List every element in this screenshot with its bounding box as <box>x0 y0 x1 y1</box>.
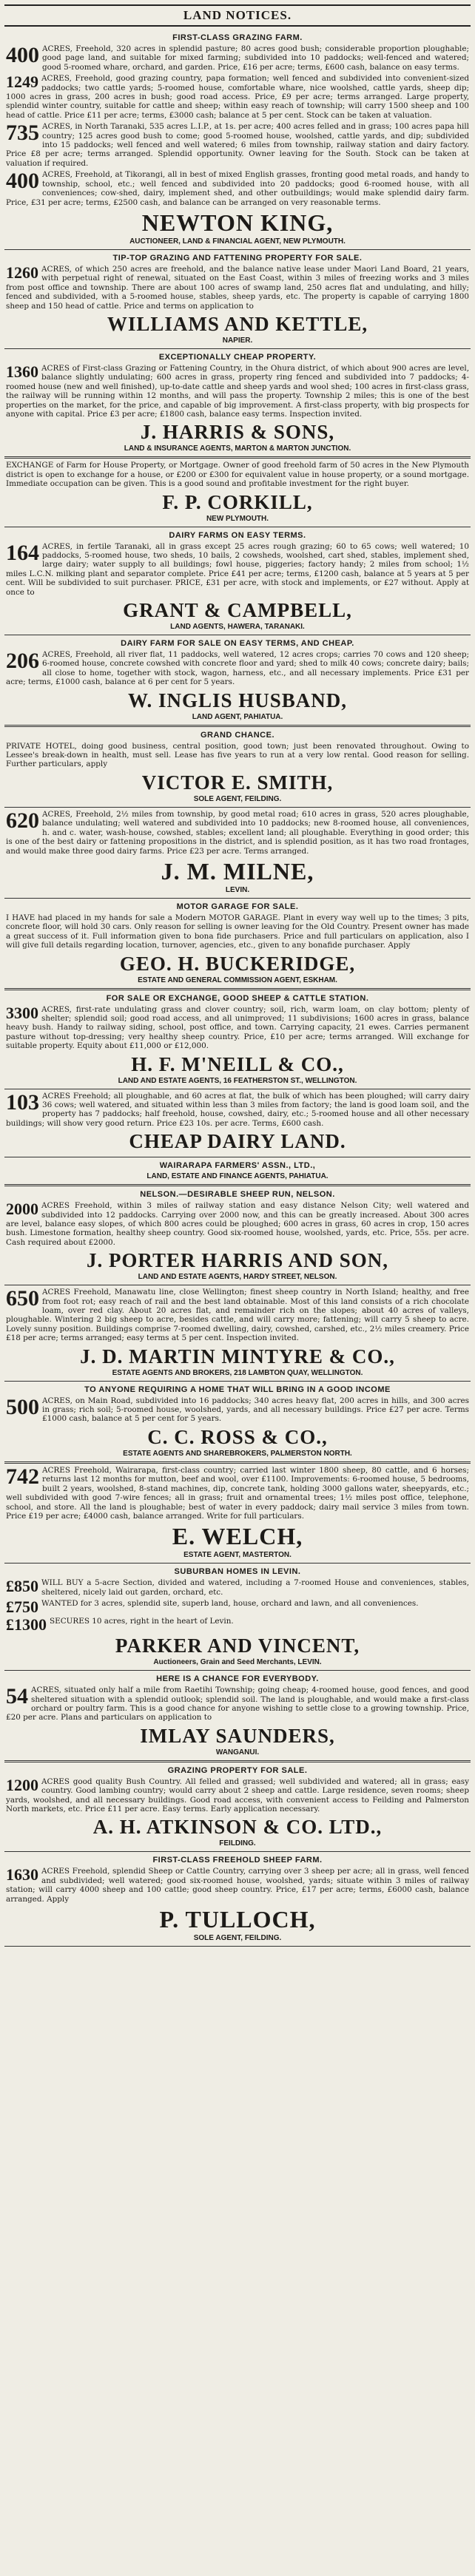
listing-paragraph <box>6 1777 469 1814</box>
listing-text: ACRES good quality Bush Country. All felled and grassed; well subdivided and watered; all in grass; easy country. Good lambing country; would carry about 2 sheep and cattle. Large residence, seven rooms; sheep yards, woolshed, and all necessary buildings. Good road access, with convenient access to Feilding and Palmerston North markets, etc. Price £11 per acre. Easy terms. Early application necessary. <box>6 1777 469 1813</box>
advertisement <box>4 1852 471 1947</box>
listing-text: ACRES Freehold; all ploughable, and 60 acres at flat, the bulk of which has been ploughed; will carry dairy 36 cows; well watered, and situated within less than 3 miles from factory; the land is good loam soil, and the property has 7 paddocks; half freehold, house, cowshed, dairy, etc.; 5-roomed house and all other necessary buildings; will show very good return. Price £23 10s. per acre. Terms, £600 cash. <box>6 1091 469 1128</box>
agent-name: NEWTON KING, <box>141 209 334 236</box>
advertisement <box>4 30 471 250</box>
newspaper-column <box>4 4 471 2572</box>
listing-paragraph <box>6 1686 469 1723</box>
listing-text: ACRES, on Main Road, subdivided into 16 paddocks; 340 acres heavy flat, 200 acres in hills, and 300 acres in grass; rich soil; 5-roomed house, woolshed, yards, and all necessary buildings. Price £27 per acre. Terms £1000 cash, balance at 5 per cent for 5 years. <box>42 1396 469 1424</box>
advertisement-heading: GRAZING PROPERTY FOR SALE. <box>167 1765 308 1775</box>
agent-address: NEW PLYMOUTH. <box>206 514 269 523</box>
advertisement-heading: FOR SALE OR EXCHANGE, GOOD SHEEP & CATTLE STATION. <box>106 993 369 1003</box>
listing-paragraph <box>6 364 469 419</box>
listing-acreage: 1360 <box>6 362 38 381</box>
agent-address: AUCTIONEER, LAND & FINANCIAL AGENT, NEW PLYMOUTH. <box>129 237 346 246</box>
listing-paragraph <box>6 1578 469 1597</box>
agent-address: ESTATE AGENT, MASTERTON. <box>183 1551 292 1560</box>
agent-name: VICTOR E. SMITH, <box>141 771 334 794</box>
listing-paragraph <box>6 742 469 769</box>
agent-address: Auctioneers, Grain and Seed Merchants, LEVIN. <box>153 1658 322 1667</box>
listing-text: ACRES, Freehold, good grazing country, papa formation; well fenced and subdivided into convenient-sized paddocks; two cattle yards; 5-roomed house, comfortable whare, nice woolshed, cattle yards, sheep dip; 1000 acres in grass, 200 acres in bush; good road access. Price, £9 per acre; terms arranged. Large property, splendid winter country, suitable for cattle and sheep; within easy reach of township; will carry 1500 sheep and 100 head of cattle. Price £11 per acre; terms, £3000 cash; balance at 5 per cent. Stock can be taken at valuation. <box>6 74 469 120</box>
listing-text: ACRES, in North Taranaki, 535 acres L.I.P., at 1s. per acre; 400 acres felled and in grass; 100 acres papa hill country; 125 acres good bush to come; good 5-roomed house, woolshed, cattle yards, and dip; subdivided into 15 paddocks; well fenced and well watered; 6 miles from township, railway station and dairy factory. Price £8 per acre; terms arranged. Splendid opportunity. Owner leaving for the South. Stock can be taken at valuation if required. <box>6 122 469 168</box>
advertisement <box>4 1382 471 1464</box>
listing-acreage: 1260 <box>6 263 38 282</box>
listing-paragraph <box>6 265 469 311</box>
listing-text: ACRES, Freehold, 320 acres in splendid pasture; 80 acres good bush; considerable proportion ploughable; good page land, and suitable for mixed farming; subdivided into 10 paddocks; well-fenced and watered; good 5-roomed whare, orchard, and garden. Price, £16 per acre; terms, £600 cash, balance on easy terms. <box>42 44 469 72</box>
listing-acreage: £1300 <box>6 1615 47 1634</box>
listing-acreage: 620 <box>6 808 39 833</box>
listing-paragraph <box>6 913 469 950</box>
listing-text: ACRES, Freehold, all river flat, 11 paddocks, well watered, 12 acres crops; carries 70 cows and 120 sheep; 6-roomed house, concrete cowshed with concrete floor and yard; shed to milk 40 cows; concrete dairy; bails; all close to home, together with stock, wagon, harness, etc., and all necessary implements. Price £31 per acre; terms, £1000 cash, balance at 6 per cent for 5 years. <box>6 650 469 687</box>
agent-address: ESTATE AGENTS AND SHAREBROKERS, PALMERSTON NORTH. <box>123 1449 352 1458</box>
agent-name: J. PORTER HARRIS AND SON, <box>86 1249 389 1272</box>
agent-address: LAND AND ESTATE AGENTS, HARDY STREET, NELSON. <box>138 1273 337 1282</box>
listing-acreage: £750 <box>6 1598 38 1617</box>
agent-address: NAPIER. <box>222 336 253 345</box>
agent-address: LAND & INSURANCE AGENTS, MARTON & MARTON JUNCTION. <box>124 444 351 453</box>
listing-acreage: 400 <box>6 169 39 194</box>
agent-address: LAND AGENT, PAHIATUA. <box>192 712 283 721</box>
listing-paragraph <box>6 1005 469 1051</box>
listing-paragraph <box>6 1201 469 1247</box>
advertisement <box>4 899 471 990</box>
listing-paragraph <box>6 122 469 168</box>
agent-address: SOLE AGENT, FEILDING. <box>193 1934 282 1942</box>
advertisement <box>4 727 471 808</box>
listing-text: EXCHANGE of Farm for House Property, or Mortgage. Owner of good freehold farm of 50 acres in the New Plymouth district is open to exchange for a house, or £200 or £300 for equivalent value in house property, or a sound mortgage. Immediate occupation can be given. This is a good sound and profitable investment for the right buyer. <box>6 461 469 489</box>
listing-text: ACRES, situated only half a mile from Raetihi Township; going cheap; 4-roomed house, good fences, and good sheltered situation with a splendid outlook; splendid soil. The land is ploughable, and would make a first-class orchard or poultry farm. This is a good chance for anyone wishing to settle close to a growing township. Price, £20 per acre. Plans and particulars on application to <box>6 1686 469 1723</box>
agent-name: J. D. MARTIN MINTYRE & CO., <box>80 1345 395 1368</box>
listing-acreage: 735 <box>6 121 39 146</box>
listing-acreage: 742 <box>6 1464 39 1489</box>
advertisement <box>4 349 471 459</box>
agent-address: LEVIN. <box>225 885 250 894</box>
listing-text: ACRES Freehold, Manawatu line, close Wellington; finest sheep country in North Island; healthy, and free from foot rot; easy reach of rail and the best land obtainable. Most of this land consists of a rich chocolate loam, over red clay. About 20 acres flat, and remainder rich on the slopes; about 40 acres of valleys, ploughable. Wintering 2 big sheep to acre, besides cattle, and will carry more; fattening; will carry 5 sheep to acre. Lovely sunny position. Buildings comprise 7-roomed dwelling, dairy, cowshed, carshed, etc., 2½ miles creamery. Price £18 per acre; terms arranged; easy terms at 5 per cent. Inspection invited. <box>6 1288 469 1343</box>
listing-acreage: £850 <box>6 1577 38 1596</box>
agent-name: IMLAY SAUNDERS, <box>140 1724 335 1747</box>
advertisement <box>4 1089 471 1158</box>
agent-name: A. H. ATKINSON & CO. LTD., <box>92 1816 383 1839</box>
listing-paragraph <box>6 1617 469 1632</box>
advertisement <box>4 1285 471 1381</box>
listing-text: ACRES, first-rate undulating grass and clover country; soil, rich, warm loam, on clay bottom; plenty of shelter; splendid soil; good road access, and all unimproved; 11 subdivisions; 1600 acres in grass, balance heavy bush. Handy to railway siding, school, post office, and town. Carrying capacity, 21 ewes. Carries permanent pasture without top-dressing; very healthy sheep country. Price, £10 per acre; terms arranged. Will exchange for suitable property. Equity about £11,000 or £12,000. <box>6 1004 469 1051</box>
advertisement <box>4 1563 471 1671</box>
advertisement-heading: SUBURBAN HOMES IN LEVIN. <box>174 1567 301 1577</box>
agent-name: F. P. CORKILL, <box>162 490 313 513</box>
listing-paragraph <box>6 542 469 597</box>
listing-paragraph <box>6 650 469 687</box>
advertisement-list <box>4 30 471 1947</box>
advertisement <box>4 459 471 527</box>
agent-address: SOLE AGENT, FEILDING. <box>193 794 282 803</box>
agent-name: E. WELCH, <box>172 1523 303 1550</box>
listing-paragraph <box>6 1288 469 1342</box>
listing-text: ACRES, of which 250 acres are freehold, and the balance native lease under Maori Land Board, 21 years, with perpetual right of renewal, situated on the East Coast, within 3 miles of freezing works and 3 miles from post office and township. There are about 100 acres of swamp land, 250 acres flat and undulating, and hilly; fenced and subdivided, with a 5-roomed house, stables, sheep yards, etc. The property is capable of carrying 1800 sheep and 150 head of cattle. Price and terms on application to <box>6 264 469 311</box>
advertisement-heading: TO ANYONE REQUIRING A HOME THAT WILL BRING IN A GOOD INCOME <box>84 1385 391 1394</box>
advertisement-heading: EXCEPTIONALLY CHEAP PROPERTY. <box>158 352 317 362</box>
agent-address: FEILDING. <box>219 1839 256 1848</box>
listing-acreage: 164 <box>6 540 39 565</box>
listing-text: WILL BUY a 5-acre Section, divided and watered, including a 7-roomed House and conveniences, stables, sheltered, nicely laid out garden, orchard, etc. <box>41 1578 469 1597</box>
agent-address: ESTATE AND GENERAL COMMISSION AGENT, ESKHAM. <box>138 976 337 984</box>
advertisement <box>4 635 471 727</box>
listing-text: ACRES Freehold, Wairarapa, first-class country; carried last winter 1800 sheep, 80 cattle, and 6 horses; returns last 12 months for mutton, beef and wool, over £1100. Improvements: 6-roomed house, 5 bedrooms, built 2 years, woolshed, 8-stand machines, dip, concrete tank, holding 3000 gallons water, sheepyards, etc.; well subdivided with good 7-wire fences; all in grass; fruit and ornamental trees; 1½ miles post office, telephone, school, and store. All the land is ploughable; best of water in every paddock; dairy mail service 3 miles from town. Price £19 per acre; £4000 cash, balance arranged. Write for full particulars. <box>6 1465 469 1521</box>
listing-paragraph <box>6 1466 469 1521</box>
advertisement-heading: GRAND CHANCE. <box>201 730 274 740</box>
listing-paragraph <box>6 461 469 488</box>
listing-acreage: 54 <box>6 1684 28 1709</box>
listing-text: ACRES, in fertile Taranaki, all in grass except 25 acres rough grazing; 60 to 65 cows; well watered; 10 paddocks, 5-roomed house, two sheds, 10 bails, 2 cowsheds, woolshed, cart shed, stables, implement shed, large dairy; water supply to all buildings; fowl house, piggeries; factory handy; 2 miles from school; 1½ miles L.C.N. milking plant and separator complete. Price £41 per acre; terms, £1200 cash, balance at 5 years at 5 per cent. Will be subdivided to suit purchaser. PRICE, £31 per acre, with stock and implements, or £27 without. Apply at once to <box>6 541 469 597</box>
agent-address: LAND AGENTS, HAWERA, TARANAKI. <box>170 623 305 632</box>
listing-paragraph <box>6 44 469 72</box>
advertisement <box>4 1671 471 1762</box>
agent-name: J. HARRIS & SONS, <box>140 421 335 444</box>
advertisement <box>4 1762 471 1853</box>
advertisement-heading: FIRST-CLASS FREEHOLD SHEEP FARM. <box>152 1856 323 1865</box>
agent-address: WANGANUI. <box>215 1748 260 1757</box>
advertisement-heading: TIP-TOP GRAZING AND FATTENING PROPERTY FOR SALE. <box>112 253 363 263</box>
agent-address: LAND, ESTATE AND FINANCE AGENTS, PAHIATUA. <box>146 1172 329 1181</box>
advertisement-heading: WAIRARAPA FARMERS' ASSN., LTD., <box>159 1161 316 1171</box>
listing-text: ACRES, Freehold, at Tikorangi, all in best of mixed English grasses, fronting good metal roads, and handy to township, school, etc.; well fenced and subdivided into 20 paddocks; good 6-roomed house, with all conveniences; cow-shed, dairy, implement shed, and other outbuildings; would make splendid dairy farm. Price, £31 per acre; terms, £2500 cash, and balance can be arranged on very reasonable terms. <box>6 170 469 207</box>
listing-acreage: 103 <box>6 1089 39 1115</box>
agent-name: PARKER AND VINCENT, <box>115 1634 360 1657</box>
advertisement-heading: DAIRY FARM FOR SALE ON EASY TERMS, AND CHEAP. <box>121 639 354 649</box>
agent-name: WILLIAMS AND KETTLE, <box>107 312 368 335</box>
listing-acreage: 206 <box>6 649 39 674</box>
agent-name: P. TULLOCH, <box>159 1906 316 1933</box>
agent-name: J. M. MILNE, <box>161 857 314 885</box>
agent-address: ESTATE AGENTS AND BROKERS, 218 LAMBTON QUAY, WELLINGTON. <box>112 1368 363 1377</box>
listing-paragraph <box>6 170 469 207</box>
section-masthead: LAND NOTICES. <box>4 4 471 27</box>
listing-paragraph <box>6 74 469 120</box>
listing-acreage: 650 <box>6 1286 39 1311</box>
agent-name: GRANT & CAMPBELL, <box>123 599 352 622</box>
listing-paragraph <box>6 810 469 856</box>
listing-acreage: 1249 <box>6 72 38 92</box>
listing-acreage: 3300 <box>6 1003 38 1022</box>
listing-paragraph <box>6 1867 469 1904</box>
agent-name: GEO. H. BUCKERIDGE, <box>119 952 356 975</box>
advertisement <box>4 1157 471 1186</box>
agent-address: LAND AND ESTATE AGENTS, 16 FEATHERSTON ST., WELLINGTON. <box>118 1076 357 1085</box>
advertisement <box>4 808 471 899</box>
advertisement-heading: HERE IS A CHANCE FOR EVERYBODY. <box>156 1674 319 1684</box>
listing-acreage: 1200 <box>6 1775 38 1794</box>
listing-acreage: 2000 <box>6 1200 38 1219</box>
advertisement-heading: FIRST-CLASS GRAZING FARM. <box>172 33 303 42</box>
advertisement-heading: DAIRY FARMS ON EASY TERMS. <box>169 530 306 540</box>
listing-text: ACRES Freehold, splendid Sheep or Cattle Country, carrying over 3 sheep per acre; all in grass, well fenced and subdivided; well watered; good six-roomed house, woolshed, yards; situate within 3 miles of railway station; will carry 4000 sheep and 100 cattle; good sheep country. Price, £17 per acre; terms, £6000 cash, balance arranged. Apply <box>6 1867 469 1904</box>
listing-text: PRIVATE HOTEL, doing good business, central position, good town; just been renovated throughout. Owing to Lessee's break-down in health, must sell. Lease has five years to run at a very low rental. Good reason for selling. Further particulars, apply <box>6 741 469 769</box>
listing-acreage: 1630 <box>6 1865 38 1884</box>
agent-name: W. INGLIS HUSBAND, <box>127 689 348 711</box>
advertisement-heading: NELSON.—DESIRABLE SHEEP RUN, NELSON. <box>140 1190 335 1200</box>
listing-acreage: 400 <box>6 43 39 67</box>
listing-paragraph <box>6 1396 469 1424</box>
advertisement <box>4 1464 471 1563</box>
listing-text: ACRES of First-class Grazing or Fattening Country, in the Ohura district, of which about 900 acres are level, balance slightly undulating; 600 acres in grass, property ring fenced and subdivided into 7 paddocks; 4-roomed house (new and well finished), up-to-date cattle and sheep yards and wool shed; 100 acres in first-class grass, the railway will be running within 12 months, and will pass the property. Township 2 miles; this is one of the best properties on the market, for the price, and capable of big improvement. A first-class property, with big prospects for anyone with capital. Price £3 per acre; £1800 cash, balance easy terms. Inspection invited. <box>6 363 469 419</box>
agent-name: C. C. ROSS & CO., <box>147 1425 328 1448</box>
advertisement <box>4 250 471 349</box>
listing-text: WANTED for 3 acres, splendid site, superb land, house, orchard and lawn, and all conveniences. <box>41 1599 419 1609</box>
listing-paragraph <box>6 1599 469 1615</box>
listing-acreage: 500 <box>6 1394 39 1419</box>
advertisement <box>4 527 471 635</box>
listing-text: I HAVE had placed in my hands for sale a Modern MOTOR GARAGE. Plant in every way well up to the times; 3 pits, concrete floor, will hold 30 cars. Only reason for selling is owner leaving for the Old Country. Present owner has made a great success of it. Full information given to bona fide purchasers. Price and full particulars on application, also I will give full details regarding location, turnover, agencies, etc., given to any bonafide purchaser. Apply <box>6 913 469 950</box>
listing-text: ACRES, Freehold, 2½ miles from township, by good metal road; 610 acres in grass, 520 acres ploughable, balance undulating; well watered and subdivided into 10 paddocks; new 8-roomed house, all conveniences, h. and c. water, wash-house, cowshed, stables; excellent land; all ploughable. Everything in good order; this is one of the best dairy or fattening propositions in the district, and is splendid position, as it has two road frontages, and would make three good dairy farms. Price £23 per acre. Terms arranged. <box>6 809 469 856</box>
listing-paragraph <box>6 1089 469 1129</box>
advertisement-heading: MOTOR GARAGE FOR SALE. <box>176 902 299 911</box>
agent-name: CHEAP DAIRY LAND. <box>129 1130 346 1153</box>
listing-text: SECURES 10 acres, right in the heart of Levin. <box>50 1617 234 1626</box>
listing-text: ACRES Freehold, within 3 miles of railway station and easy distance Nelson City; well watered and subdivided into 12 paddocks. Carrying over 2000 now, and this can be greatly increased. About 300 acres are level, balance easy slopes, of which 800 acres could be ploughed; 600 acres in grass, 60 acres in crop, 150 acres bush. Limestone formation, healthy sheep country. Good six-roomed house, woolshed, yards, etc. Price, 55s. per acre. Cash required about £2000. <box>6 1201 469 1247</box>
agent-name: H. F. M'NEILL & CO., <box>131 1052 344 1075</box>
advertisement <box>4 990 471 1089</box>
advertisement <box>4 1186 471 1285</box>
